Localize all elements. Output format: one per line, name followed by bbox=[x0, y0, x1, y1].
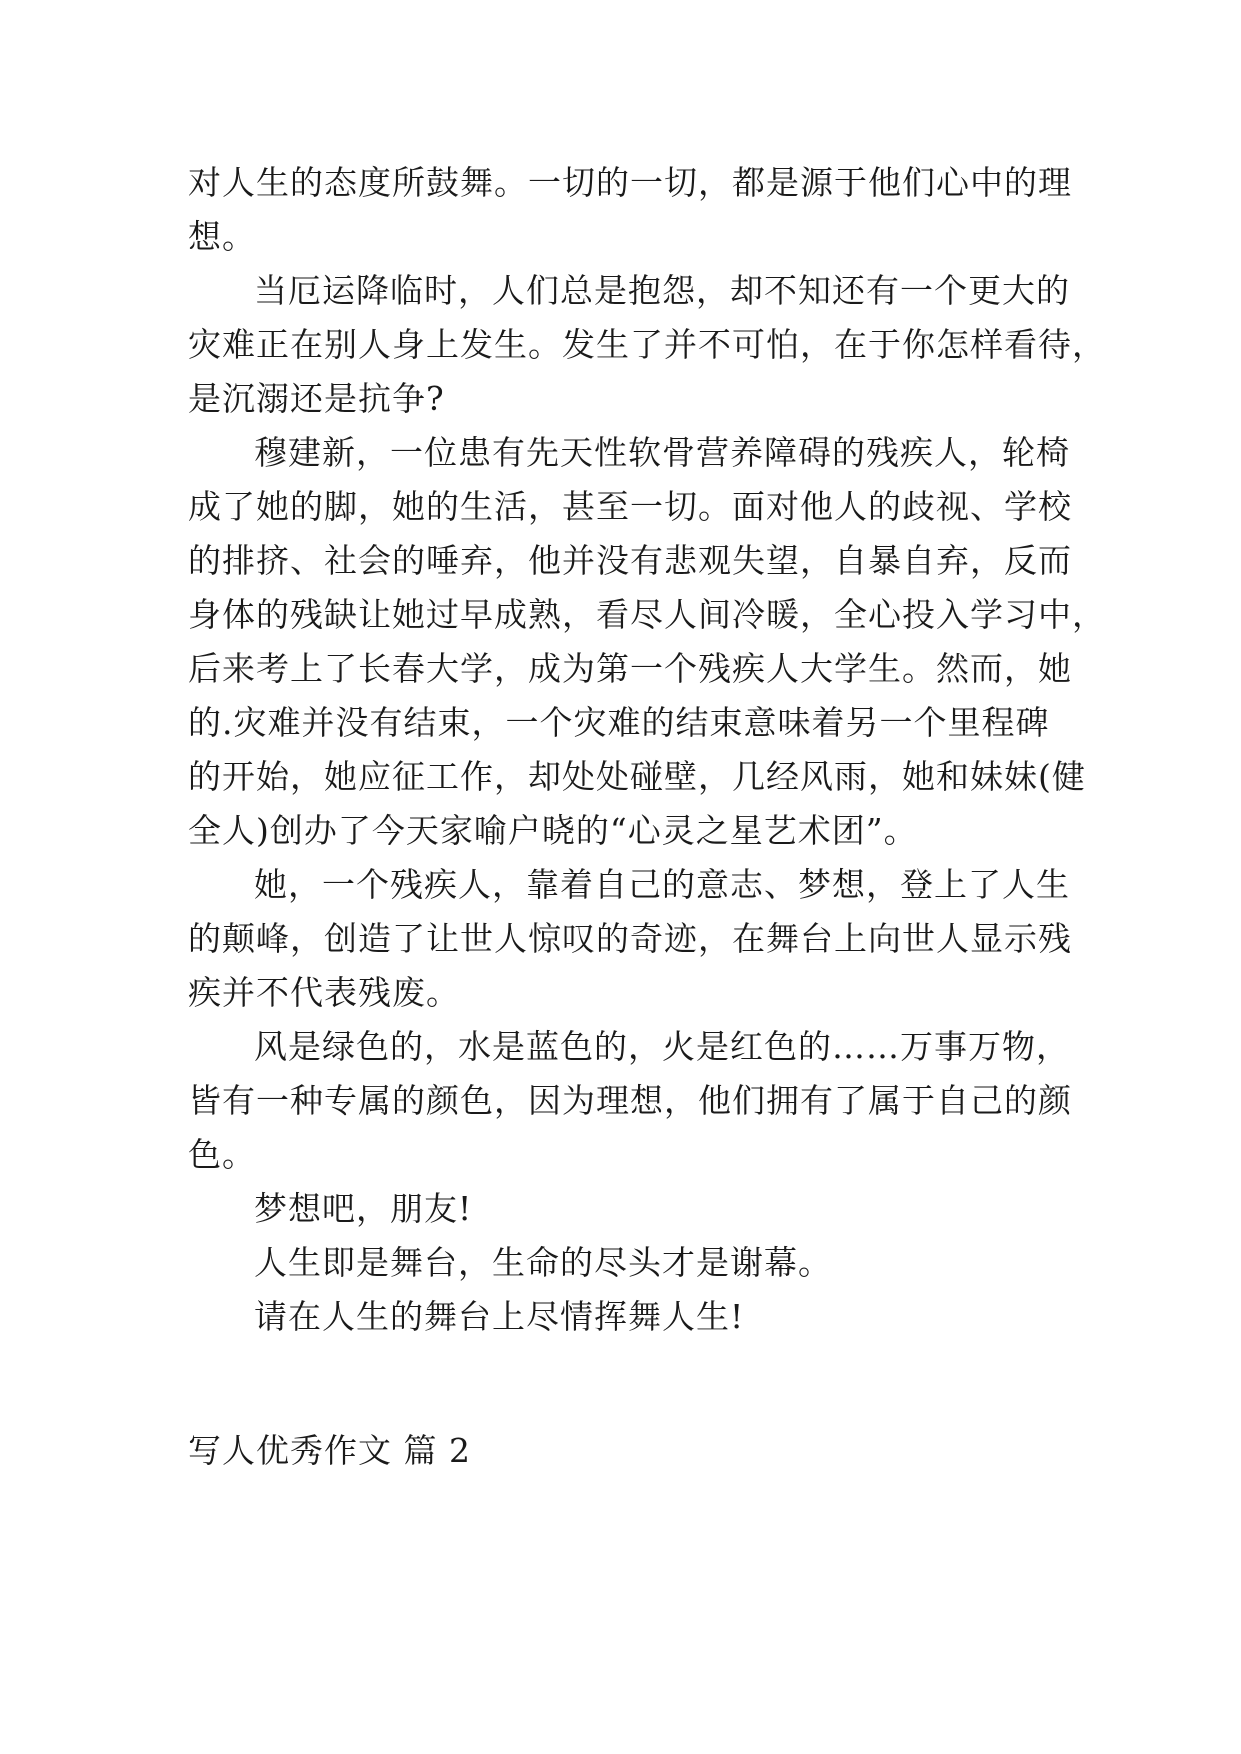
paragraph-start-line: 穆建新，一位患有先天性软骨营养障碍的残疾人，轮椅 bbox=[254, 433, 1070, 472]
article-body bbox=[188, 156, 1106, 1478]
text-line: 后来考上了长春大学，成为第一个残疾人大学生。然而，她 bbox=[188, 649, 1072, 688]
paragraph-start-line: 梦想吧，朋友! bbox=[254, 1189, 473, 1228]
paragraph-start-line: 她，一个残疾人，靠着自己的意志、梦想，登上了人生 bbox=[254, 865, 1070, 904]
text-line: 的.灾难并没有结束，一个灾难的结束意味着另一个里程碑 bbox=[188, 703, 1050, 742]
paragraph-start-line: 人生即是舞台，生命的尽头才是谢幕。 bbox=[254, 1243, 832, 1282]
text-line: 皆有一种专属的颜色，因为理想，他们拥有了属于自己的颜 bbox=[188, 1081, 1072, 1120]
paragraph-start-line: 请在人生的舞台上尽情挥舞人生! bbox=[254, 1297, 745, 1336]
paragraph-start-line: 风是绿色的，水是蓝色的，火是红色的……万事万物， bbox=[254, 1027, 1070, 1066]
text-line: 全人)创办了今天家喻户晓的“心灵之星艺术团”。 bbox=[188, 811, 918, 850]
text-line: 疾并不代表残废。 bbox=[188, 973, 460, 1012]
text-line: 色。 bbox=[188, 1135, 256, 1174]
section-title: 写人优秀作文 篇 2 bbox=[188, 1431, 471, 1470]
text-line: 的开始，她应征工作，却处处碰壁，几经风雨，她和妹妹(健 bbox=[188, 757, 1086, 796]
text-line: 想。 bbox=[188, 217, 256, 256]
text-line: 身体的残缺让她过早成熟，看尽人间冷暖，全心投入学习中， bbox=[188, 595, 1106, 634]
section-spacer bbox=[188, 1344, 1068, 1424]
text-line: 是沉溺还是抗争? bbox=[188, 379, 445, 418]
text-line: 对人生的态度所鼓舞。一切的一切，都是源于他们心中的理 bbox=[188, 163, 1072, 202]
paragraph-start-line: 当厄运降临时，人们总是抱怨，却不知还有一个更大的 bbox=[254, 271, 1070, 310]
text-line: 灾难正在别人身上发生。发生了并不可怕，在于你怎样看待， bbox=[188, 325, 1106, 364]
text-line: 的排挤、社会的唾弃，他并没有悲观失望，自暴自弃，反而 bbox=[188, 541, 1072, 580]
text-line: 成了她的脚，她的生活，甚至一切。面对他人的歧视、学校 bbox=[188, 487, 1072, 526]
text-line: 的颠峰，创造了让世人惊叹的奇迹，在舞台上向世人显示残 bbox=[188, 919, 1072, 958]
